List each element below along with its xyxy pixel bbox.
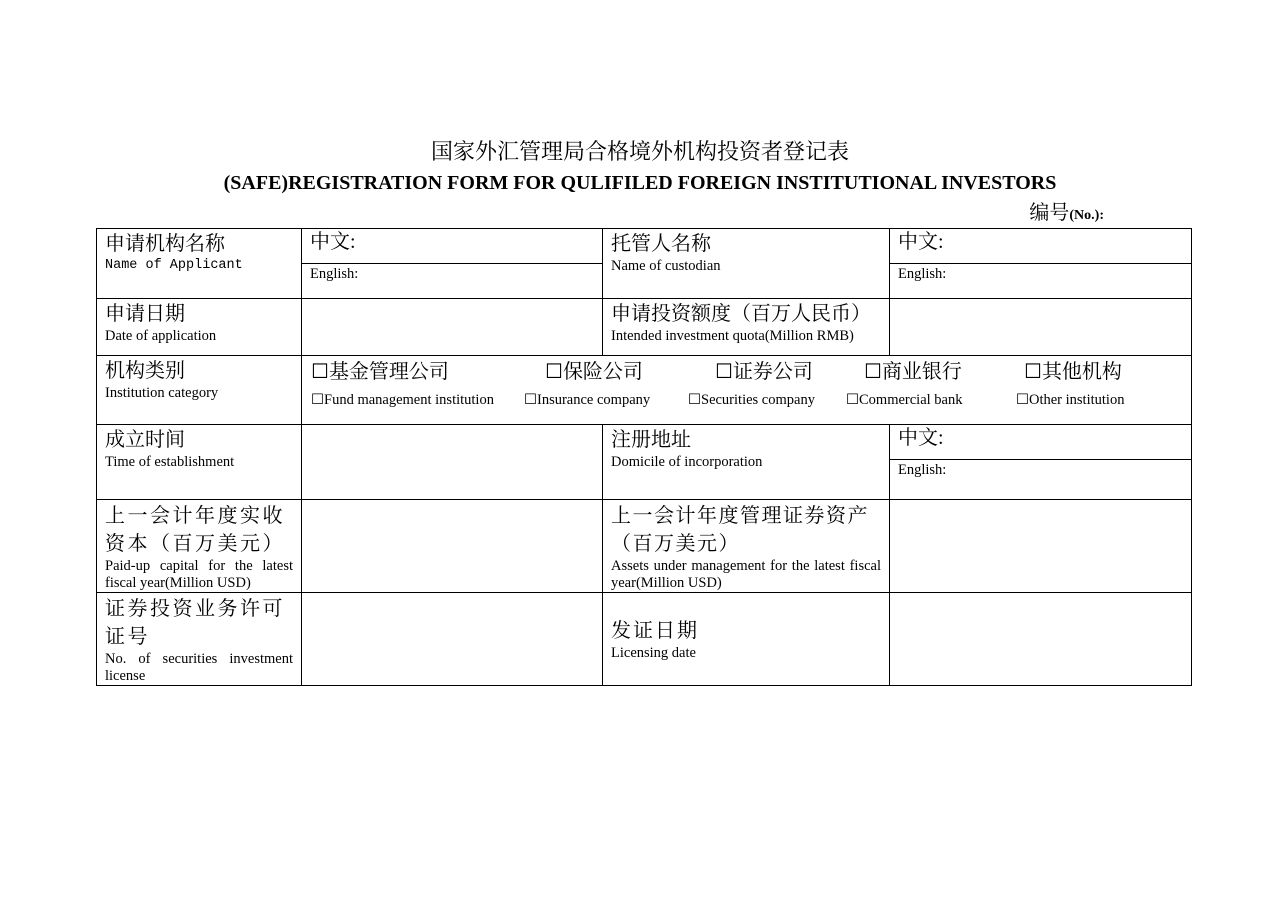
label-cn: 成立时间 (105, 429, 185, 451)
field-label-en: English: (310, 266, 359, 282)
paidup-capital-field[interactable] (302, 500, 603, 593)
checkbox-icon[interactable]: ☐ (1016, 392, 1029, 408)
domicile-english-field[interactable] (890, 460, 1192, 500)
checkbox-icon[interactable]: ☐ (715, 359, 733, 383)
checkbox-icon[interactable]: ☐ (1024, 359, 1042, 383)
field-label-en: English: (898, 266, 947, 282)
domicile-label (603, 425, 890, 500)
category-option-bank[interactable] (864, 358, 962, 385)
checkbox-icon[interactable]: ☐ (846, 392, 859, 408)
domicile-chinese-field[interactable] (890, 425, 1192, 460)
investment-quota-label (603, 299, 890, 356)
option-label-cn: 保险公司 (562, 361, 643, 383)
label-en: Name of custodian (611, 258, 721, 274)
label-cn: 申请投资额度（百万人民币） (611, 303, 871, 325)
label-cn: 机构类别 (105, 360, 185, 382)
assets-under-management-label (603, 500, 890, 593)
option-label-cn: 基金管理公司 (328, 361, 449, 383)
checkbox-icon[interactable]: ☐ (311, 359, 329, 383)
label-cn: 证券投资业务许可证号 (105, 598, 285, 648)
institution-category-label (97, 356, 302, 425)
field-label-cn: 中文: (310, 231, 356, 253)
option-label-en: Commercial bank (859, 392, 963, 408)
row-capital-assets (97, 500, 1192, 593)
option-label-cn: 商业银行 (881, 361, 962, 383)
field-label-cn: 中文: (898, 427, 944, 449)
category-option-insurance[interactable] (545, 358, 643, 385)
option-label-cn: 其他机构 (1041, 361, 1122, 383)
category-option-bank-en[interactable] (846, 391, 962, 409)
label-en: No. of securities investment license (105, 651, 293, 684)
label-en: Institution category (105, 385, 219, 401)
category-option-insurance-en[interactable] (524, 391, 650, 409)
option-label-cn: 证券公司 (732, 361, 813, 383)
license-number-label (97, 593, 302, 686)
label-cn: 申请机构名称 (105, 233, 225, 255)
applicant-name-label (97, 229, 302, 299)
custodian-name-english-field[interactable] (890, 264, 1192, 299)
establishment-time-field[interactable] (302, 425, 603, 500)
custodian-name-label (603, 229, 890, 299)
application-date-label (97, 299, 302, 356)
label-en: Assets under management for the latest fiscal year(Million USD) (611, 558, 881, 591)
form-title-english: (SAFE)REGISTRATION FORM FOR QULIFILED FOREIGN INSTITUTIONAL INVESTORS (223, 172, 1057, 194)
paidup-capital-label (97, 500, 302, 593)
label-cn: 上一会计年度实收资本（百万美元） (105, 505, 285, 555)
label-cn: 申请日期 (105, 303, 185, 325)
applicant-name-chinese-field[interactable] (302, 229, 603, 264)
option-label-en: Securities company (701, 392, 815, 408)
label-en: Licensing date (611, 645, 696, 661)
label-cn: 注册地址 (611, 429, 691, 451)
category-option-securities-en[interactable] (688, 391, 815, 409)
category-option-other[interactable] (1024, 358, 1122, 385)
label-en: Date of application (105, 328, 217, 344)
option-label-en: Fund management institution (324, 392, 494, 408)
label-cn: 托管人名称 (611, 233, 711, 255)
category-options-cn (302, 356, 1191, 390)
assets-under-management-field[interactable] (890, 500, 1192, 593)
institution-category-options (302, 356, 1192, 425)
checkbox-icon[interactable]: ☐ (688, 392, 701, 408)
license-number-field[interactable] (302, 593, 603, 686)
licensing-date-field[interactable] (890, 593, 1192, 686)
category-option-securities[interactable] (715, 358, 813, 385)
investment-quota-field[interactable] (890, 299, 1192, 356)
row-institution-category (97, 356, 1192, 425)
label-cn: 发证日期 (611, 620, 699, 642)
category-option-fund-en[interactable] (311, 391, 494, 409)
category-option-other-en[interactable] (1016, 391, 1124, 409)
label-en: Time of establishment (105, 454, 235, 470)
row-license (97, 593, 1192, 686)
field-label-cn: 中文: (898, 231, 944, 253)
applicant-name-english-field[interactable] (302, 264, 603, 299)
row-date-quota (97, 299, 1192, 356)
option-label-en: Other institution (1029, 392, 1125, 408)
licensing-date-label (603, 593, 890, 686)
label-en: Paid-up capital for the latest fiscal year(Million USD) (105, 558, 293, 591)
category-options-en (302, 390, 1191, 420)
checkbox-icon[interactable]: ☐ (311, 392, 324, 408)
custodian-name-chinese-field[interactable] (890, 229, 1192, 264)
label-en: Name of Applicant (105, 258, 243, 273)
row-applicant-custodian (97, 229, 1192, 264)
checkbox-icon[interactable]: ☐ (864, 359, 882, 383)
checkbox-icon[interactable]: ☐ (545, 359, 563, 383)
form-number-label-en: (No.): (1069, 208, 1104, 223)
establishment-time-label (97, 425, 302, 500)
option-label-en: Insurance company (537, 392, 651, 408)
category-option-fund[interactable] (311, 358, 449, 385)
label-en: Domicile of incorporation (611, 454, 763, 470)
form-number-label (1029, 200, 1104, 229)
row-establishment-domicile (97, 425, 1192, 460)
form-title-chinese: 国家外汇管理局合格境外机构投资者登记表 (430, 139, 849, 164)
label-cn: 上一会计年度管理证券资产（百万美元） (611, 505, 869, 555)
form-number-label-cn: 编号 (1029, 202, 1070, 224)
checkbox-icon[interactable]: ☐ (524, 392, 537, 408)
label-en: Intended investment quota(Million RMB) (611, 328, 854, 344)
field-label-en: English: (898, 462, 947, 478)
application-date-field[interactable] (302, 299, 603, 356)
registration-table (96, 228, 1192, 686)
